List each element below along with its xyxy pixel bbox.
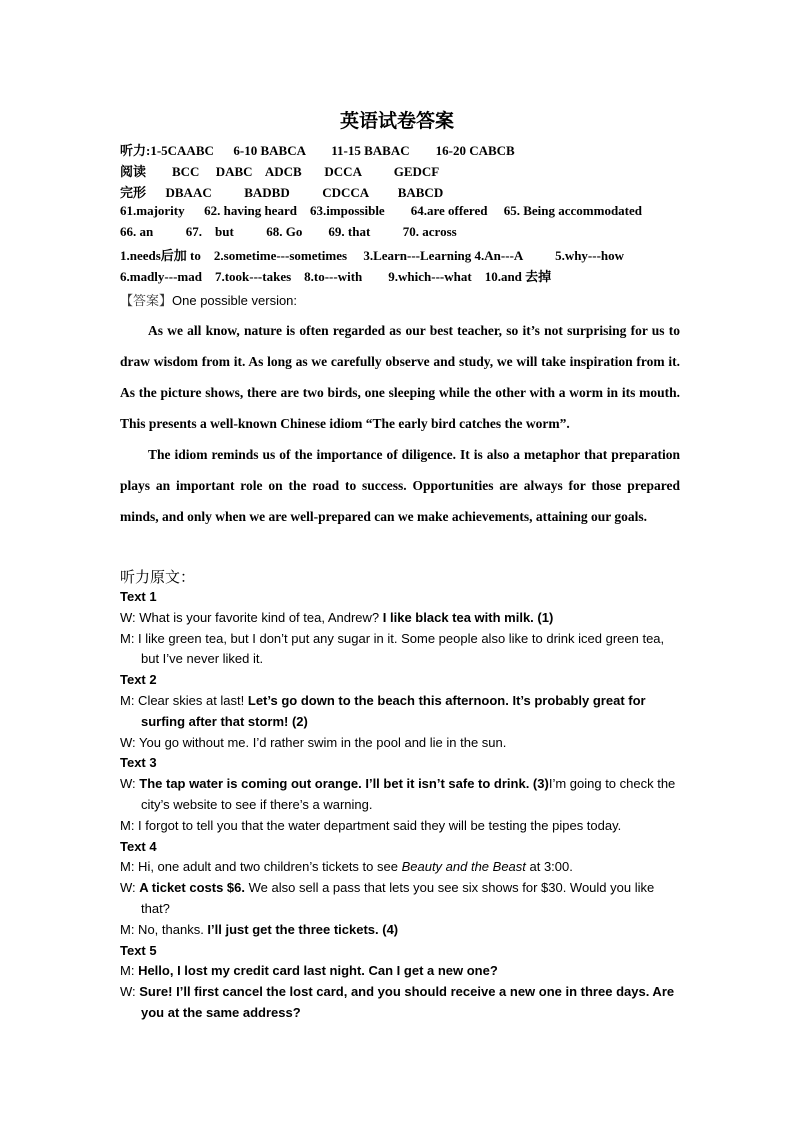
text-5-line-1-answer: Hello, I lost my credit card last night. Can I get a new one?	[138, 963, 498, 979]
essay	[120, 315, 680, 532]
text-4-line-3-speech: M: No, thanks.	[120, 921, 208, 937]
answer-reading: 阅读 BCC DABC ADCB DCCA GEDCF	[120, 164, 440, 179]
text-3-line-2: M: I forgot to tell you that the water department said they will be testing the pipes today.	[120, 817, 622, 833]
text-4-line-3	[120, 920, 680, 941]
text-4-line-2-answer: A ticket costs $6.	[139, 880, 245, 896]
text-4-line-3-answer: I’ll just get the three tickets. (4)	[207, 921, 399, 937]
text-2-line-2: W: You go without me. I’d rather swim in the pool and lie in the sun.	[120, 734, 507, 750]
answer-correction-6-10: 6.madly---mad 7.took---takes 8.to---with 9.which---what 10.and 去掉	[120, 269, 552, 284]
listening-script-heading: 听力原文：	[120, 568, 196, 586]
essay-paragraph-2: The idiom reminds us of the importance of diligence. It is also a metaphor that preparation plays an important role on the road to success. Opportunities are always for those prepared minds, and only when we are well-prepared can we make achievements, attaining our goals.	[120, 447, 680, 524]
text-4-line-2-speech: We also sell a pass that lets you see six shows for $30. Would you like that?	[141, 880, 655, 916]
text-5-line-1-speaker: M:	[120, 963, 139, 979]
text-3-line-1	[120, 774, 680, 816]
answer-grammar-66-70: 66. an 67. but 68. Go 69. that 70. across	[120, 224, 457, 239]
text-2-line-1-speech: M: Clear skies at last!	[120, 692, 248, 708]
text-1-line-1-speech: W: What is your favorite kind of tea, Andrew?	[120, 609, 383, 625]
text-3-line-1-answer: The tap water is coming out orange. I’ll bet it isn’t safe to drink. (3)	[139, 776, 549, 792]
text-2-heading: Text 2	[120, 672, 157, 688]
text-4-line-1-speech: M: Hi, one adult and two children’s tickets to see	[120, 859, 402, 875]
essay-header	[120, 290, 297, 309]
text-1-line-1	[120, 608, 680, 629]
listening-script	[120, 587, 680, 1024]
page-title: 英语试卷答案	[339, 110, 454, 132]
answer-cloze: 完形 DBAAC BADBD CDCCA BABCD	[120, 185, 444, 200]
text-3-heading: Text 3	[120, 755, 157, 771]
text-5-line-2-answer: Sure! I’ll first cancel the lost card, and you should receive a new one in three days. Are you at the same address?	[139, 984, 675, 1020]
text-4-line-1-time: at 3:00.	[525, 859, 573, 875]
answer-correction-1-5: 1.needs后加 to 2.sometime---sometimes 3.Learn---Learning 4.An---A 5.why---how	[120, 248, 625, 263]
text-5-line-1	[120, 961, 680, 982]
text-1-line-2: M: I like green tea, but I don’t put any sugar in it. Some people also like to drink iced green tea, but I’ve never liked it.	[120, 630, 665, 667]
text-5-line-2	[120, 982, 680, 1024]
text-3-line-1-speech: I’m going to check the city’s website to see if there’s a warning.	[141, 776, 676, 812]
text-5-line-2-speaker: W:	[120, 984, 140, 1000]
text-4-movie-title: Beauty and the Beast	[401, 859, 526, 875]
text-4-heading: Text 4	[120, 838, 157, 854]
text-1-line-1-answer: I like black tea with milk. (1)	[382, 609, 554, 625]
essay-version-label: One possible version:	[172, 293, 298, 308]
text-4-line-2	[120, 878, 680, 920]
text-2-line-1-answer: Let’s go down to the beach this afternoon. It’s probably great for surfing after that storm! (2)	[141, 692, 646, 729]
text-2-line-1	[120, 691, 680, 733]
text-4-line-1	[120, 857, 680, 878]
essay-paragraph-1: As we all know, nature is often regarded as our best teacher, so it’s not surprising for us to draw wisdom from it. As long as we carefully observe and study, we will take inspiration from it. As the picture shows, there are two birds, one sleeping while the other with a worm in its mouth. This presents a well-known Chinese idiom “The early bird catches the worm”.	[120, 323, 680, 431]
text-5-heading: Text 5	[120, 942, 157, 958]
text-4-line-2-speaker: W:	[120, 880, 140, 896]
answer-listening: 听力:1-5CAABC 6-10 BABCA 11-15 BABAC 16-20 CABCB	[120, 143, 515, 158]
answer-tag: 【答案】	[120, 293, 173, 308]
text-1-heading: Text 1	[120, 589, 157, 604]
answer-grammar-61-65: 61.majority 62. having heard 63.impossible 64.are offered 65. Being accommodated	[120, 203, 643, 218]
text-3-line-1-speaker: W:	[120, 776, 140, 792]
